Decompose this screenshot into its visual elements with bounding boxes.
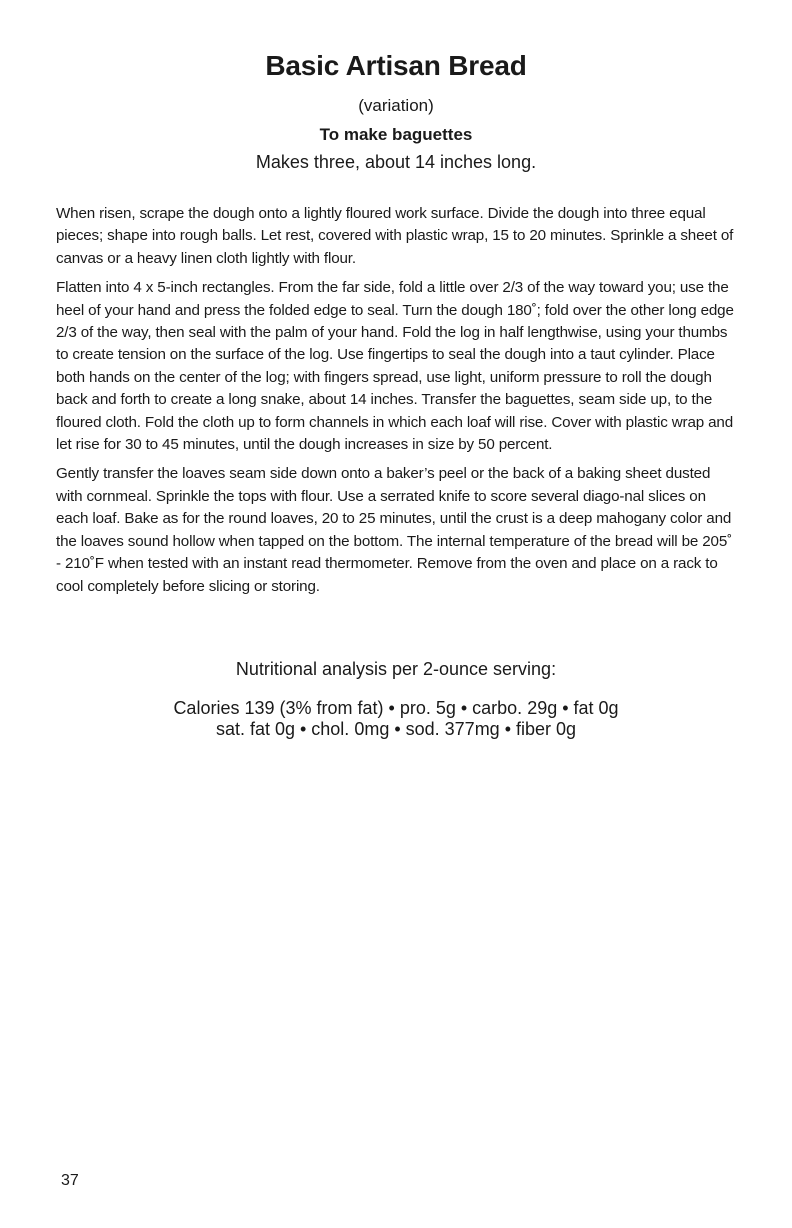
nutrition-facts <box>0 698 792 740</box>
instruction-paragraph-2: Flatten into 4 x 5-inch rectangles. From the far side, fold a little over 2/3 of the way toward you; use the heel of your hand and press the folded edge to seal. Turn the dough 180˚; fold over the other long edge 2/3 of the way, then seal with the palm of your hand. Fold the log in half lengthwise, using your thumbs to create tension on the surface of the log. Use fingertips to seal the dough into a taut cylinder. Place both hands on the center of the log; with fingers spread, use light, uniform pressure to roll the dough back and forth to create a long snake, about 14 inches. Transfer the baguettes, seam side up, to the floured cloth. Fold the cloth up to form channels in which each loaf will rise. Cover with plastic wrap and let rise for 30 to 45 minutes, until the dough increases in size by 50 percent. <box>56 279 734 454</box>
recipe-yield: Makes three, about 14 inches long. <box>255 152 537 172</box>
page-title: Basic Artisan Bread <box>265 50 527 81</box>
page-number: 37 <box>61 1172 79 1189</box>
nutrition-line-1: Calories 139 (3% from fat) • pro. 5g • carbo. 29g • fat 0g <box>173 698 619 718</box>
recipe-subtitle: (variation) <box>358 96 434 115</box>
instructions-body <box>56 203 736 605</box>
nutrition-line-2: sat. fat 0g • chol. 0mg • sod. 377mg • fiber 0g <box>215 719 577 739</box>
instruction-paragraph-1: When risen, scrape the dough onto a lightly floured work surface. Divide the dough into three equal pieces; shape into rough balls. Let rest, covered with plastic wrap, 15 to 20 minutes. Sprinkle a sheet of canvas or a heavy linen cloth lightly with flour. <box>56 205 734 267</box>
instruction-paragraph-3: Gently transfer the loaves seam side down onto a baker’s peel or the back of a baking sheet dusted with cornmeal. Sprinkle the tops with flour. Use a serrated knife to score several diago-nal slices on each loaf. Bake as for the round loaves, 20 to 25 minutes, until the crust is a deep mahogany color and the loaves sound hollow when tapped on the bottom. The internal temperature of the bread will be 205˚ - 210˚F when tested with an instant read thermometer. Remove from the oven and place on a rack to cool completely before slicing or storing. <box>56 465 733 595</box>
nutrition-heading: Nutritional analysis per 2-ounce serving: <box>235 659 557 679</box>
section-heading: To make baguettes <box>319 125 473 144</box>
